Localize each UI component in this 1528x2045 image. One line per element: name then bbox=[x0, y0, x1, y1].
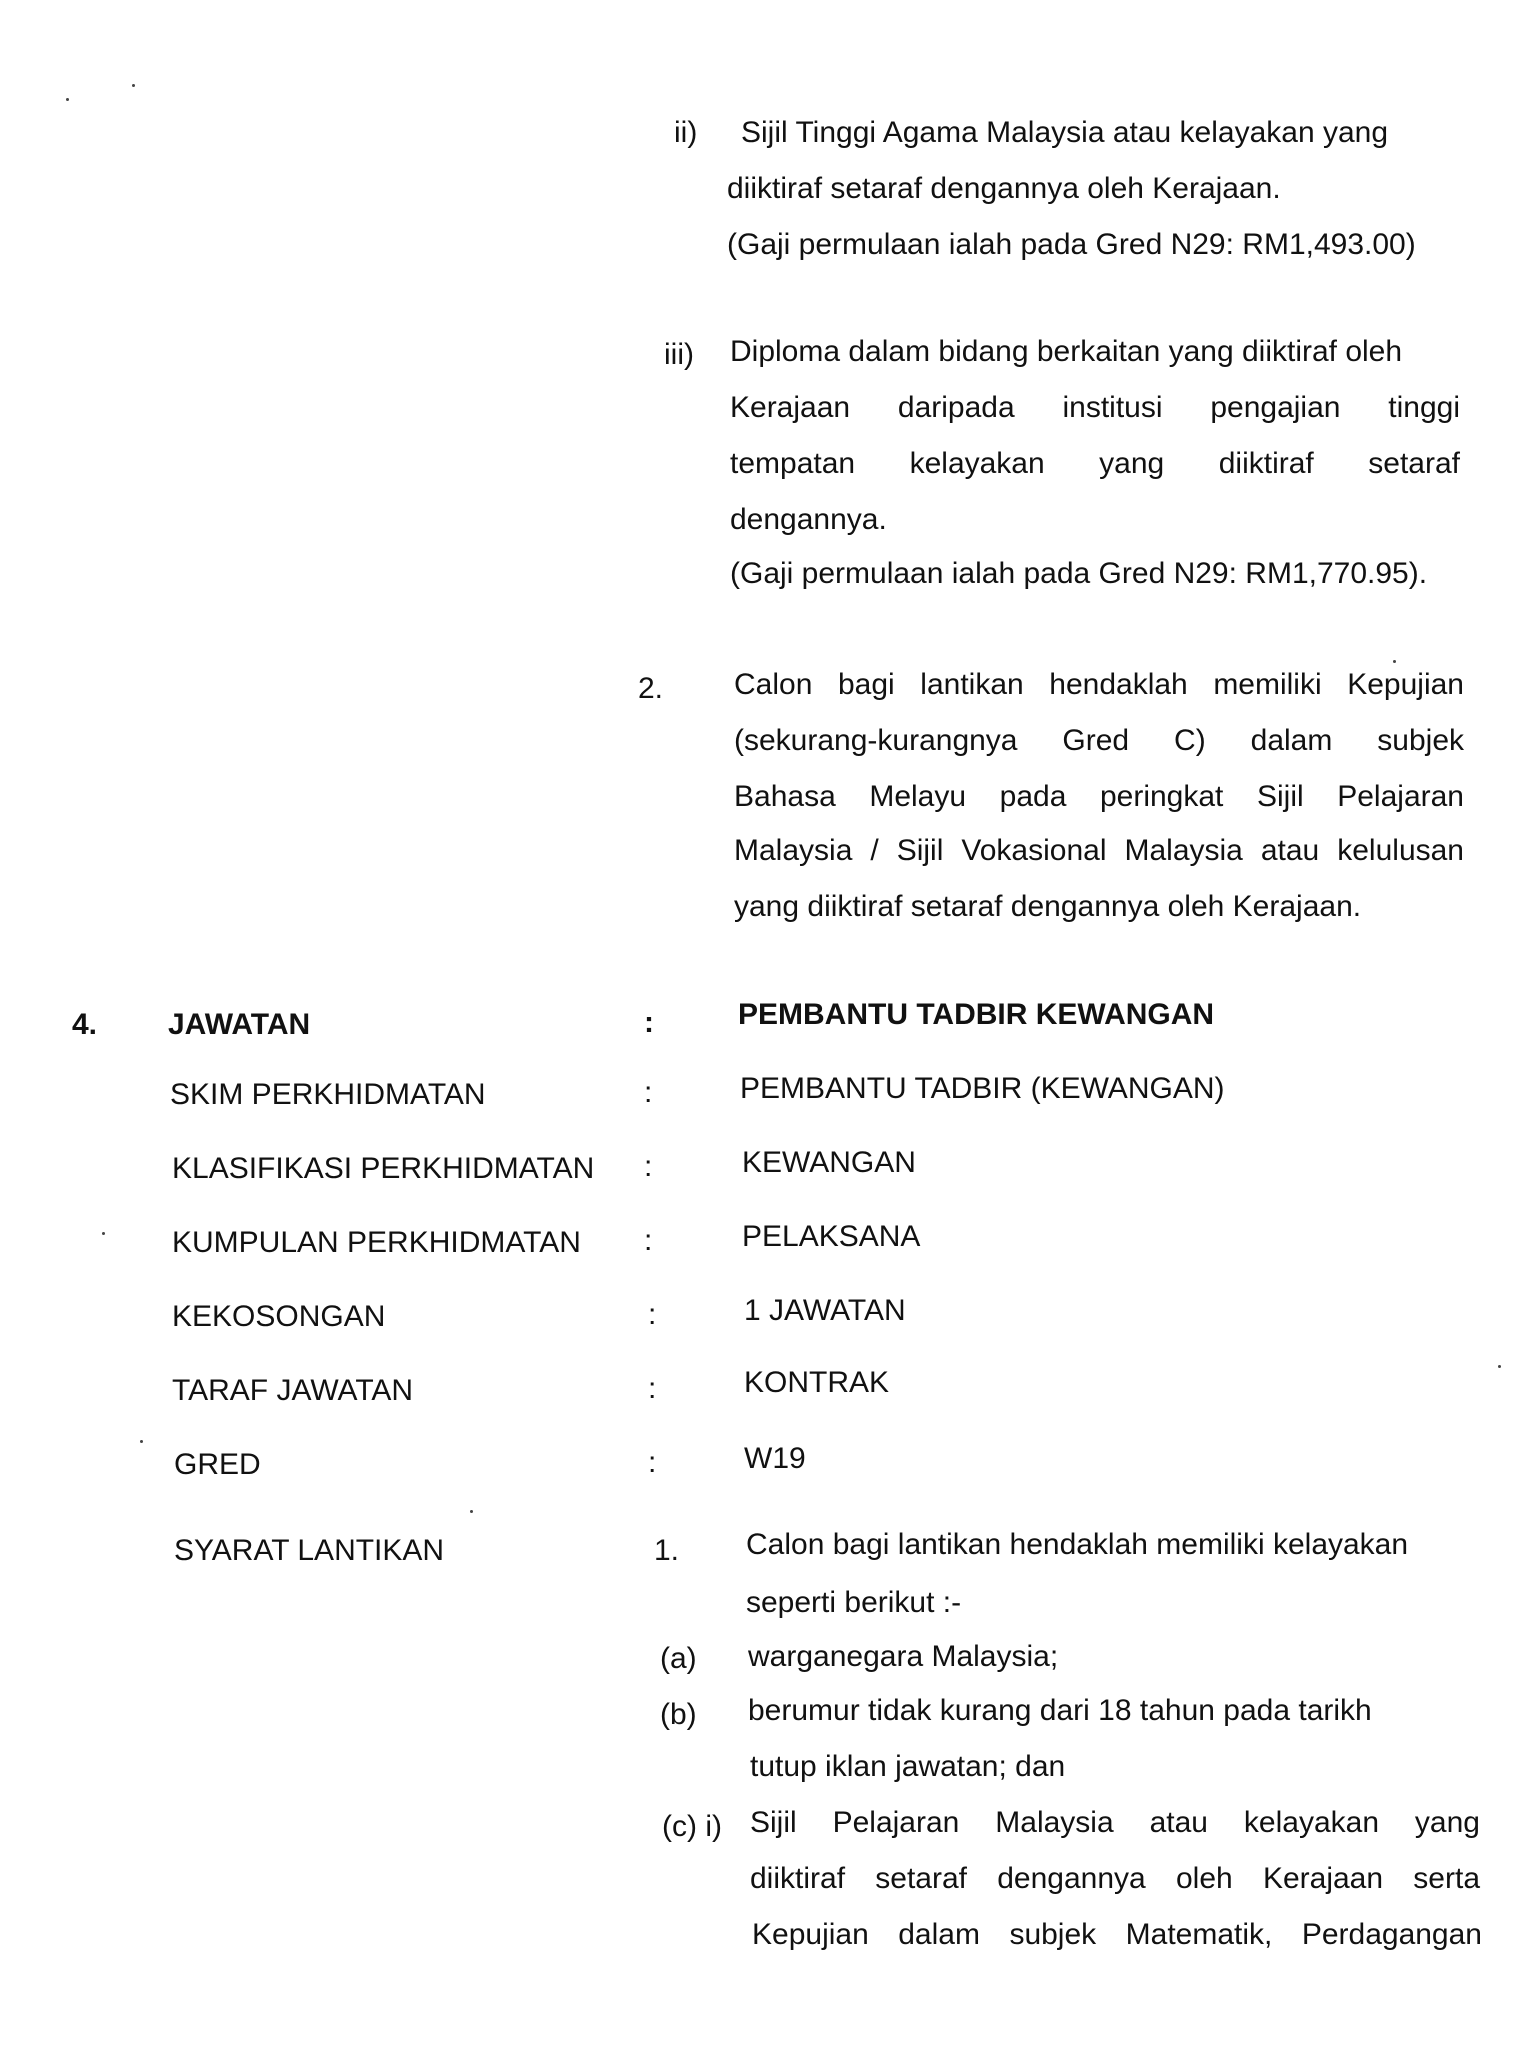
syarat-b-line1: berumur tidak kurang dari 18 tahun pada tarikh bbox=[748, 1694, 1372, 1727]
kumpulan-colon: : bbox=[644, 1224, 653, 1257]
syarat-a-marker: (a) bbox=[660, 1642, 697, 1675]
jawatan-colon: : bbox=[644, 1006, 654, 1039]
syarat-a-text: warganegara Malaysia; bbox=[748, 1640, 1059, 1673]
scan-speck bbox=[132, 84, 135, 87]
scan-speck bbox=[470, 1510, 473, 1513]
klasifikasi-label: KLASIFIKASI PERKHIDMATAN bbox=[172, 1152, 595, 1185]
gred-value: W19 bbox=[744, 1442, 806, 1475]
gred-label: GRED bbox=[174, 1448, 261, 1481]
syarat-c-line2: diiktiraf setaraf dengannya oleh Kerajaan serta bbox=[750, 1862, 1480, 1895]
item-iii-line2: Kerajaan daripada institusi pengajian tinggi bbox=[730, 391, 1460, 424]
syarat-marker-1: 1. bbox=[654, 1534, 680, 1567]
scan-speck bbox=[1498, 1365, 1501, 1368]
kumpulan-label: KUMPULAN PERKHIDMATAN bbox=[172, 1226, 581, 1259]
section-number: 4. bbox=[72, 1008, 98, 1041]
jawatan-value: PEMBANTU TADBIR KEWANGAN bbox=[738, 998, 1215, 1031]
syarat-line1: Calon bagi lantikan hendaklah memiliki kelayakan bbox=[746, 1528, 1409, 1561]
scan-speck bbox=[1393, 660, 1396, 663]
item-iii-line3: tempatan kelayakan yang diiktiraf setaraf bbox=[730, 447, 1460, 480]
klasifikasi-colon: : bbox=[644, 1150, 653, 1183]
item-iii-line4: dengannya. bbox=[730, 503, 887, 536]
scan-speck bbox=[140, 1440, 143, 1443]
skim-label: SKIM PERKHIDMATAN bbox=[170, 1078, 486, 1111]
syarat-c-marker: (c) i) bbox=[662, 1810, 722, 1843]
syarat-b-marker: (b) bbox=[660, 1698, 697, 1731]
item-2-line1: Calon bagi lantikan hendaklah memiliki Kepujian bbox=[734, 668, 1464, 701]
syarat-b-line2: tutup iklan jawatan; dan bbox=[750, 1750, 1066, 1783]
item-iii-line1: Diploma dalam bidang berkaitan yang diiktiraf oleh bbox=[730, 335, 1403, 368]
item-2-line3: Bahasa Melayu pada peringkat Sijil Pelajaran bbox=[734, 780, 1464, 813]
taraf-colon: : bbox=[648, 1372, 657, 1405]
syarat-c-line3: Kepujian dalam subjek Matematik, Perdagangan bbox=[752, 1918, 1482, 1951]
scan-speck bbox=[66, 98, 69, 101]
scan-speck bbox=[102, 1232, 105, 1235]
kekosongan-label: KEKOSONGAN bbox=[172, 1300, 386, 1333]
item-ii-line2: diiktiraf setaraf dengannya oleh Kerajaan. bbox=[727, 172, 1281, 205]
item-ii-line1: Sijil Tinggi Agama Malaysia atau kelayakan yang bbox=[741, 116, 1389, 149]
item-iii-salary: (Gaji permulaan ialah pada Gred N29: RM1,770.95). bbox=[730, 557, 1428, 590]
syarat-line2: seperti berikut :- bbox=[746, 1586, 962, 1619]
skim-colon: : bbox=[644, 1076, 653, 1109]
item-2-marker: 2. bbox=[638, 672, 664, 705]
item-iii-marker: iii) bbox=[664, 338, 694, 371]
item-2-line5: yang diiktiraf setaraf dengannya oleh Kerajaan. bbox=[734, 890, 1362, 923]
taraf-label: TARAF JAWATAN bbox=[172, 1374, 414, 1407]
syarat-label: SYARAT LANTIKAN bbox=[174, 1534, 445, 1567]
item-2-line2: (sekurang-kurangnya Gred C) dalam subjek bbox=[734, 724, 1464, 757]
taraf-value: KONTRAK bbox=[744, 1366, 890, 1399]
kekosongan-value: 1 JAWATAN bbox=[744, 1294, 906, 1327]
kekosongan-colon: : bbox=[648, 1298, 657, 1331]
jawatan-label: JAWATAN bbox=[168, 1008, 311, 1041]
item-ii-salary: (Gaji permulaan ialah pada Gred N29: RM1,493.00) bbox=[727, 228, 1416, 261]
skim-value: PEMBANTU TADBIR (KEWANGAN) bbox=[740, 1072, 1225, 1105]
gred-colon: : bbox=[648, 1446, 657, 1479]
syarat-c-line1: Sijil Pelajaran Malaysia atau kelayakan yang bbox=[750, 1806, 1480, 1839]
item-2-line4: Malaysia / Sijil Vokasional Malaysia atau kelulusan bbox=[734, 834, 1464, 867]
klasifikasi-value: KEWANGAN bbox=[742, 1146, 916, 1179]
item-ii-marker: ii) bbox=[674, 116, 698, 149]
kumpulan-value: PELAKSANA bbox=[742, 1220, 921, 1253]
